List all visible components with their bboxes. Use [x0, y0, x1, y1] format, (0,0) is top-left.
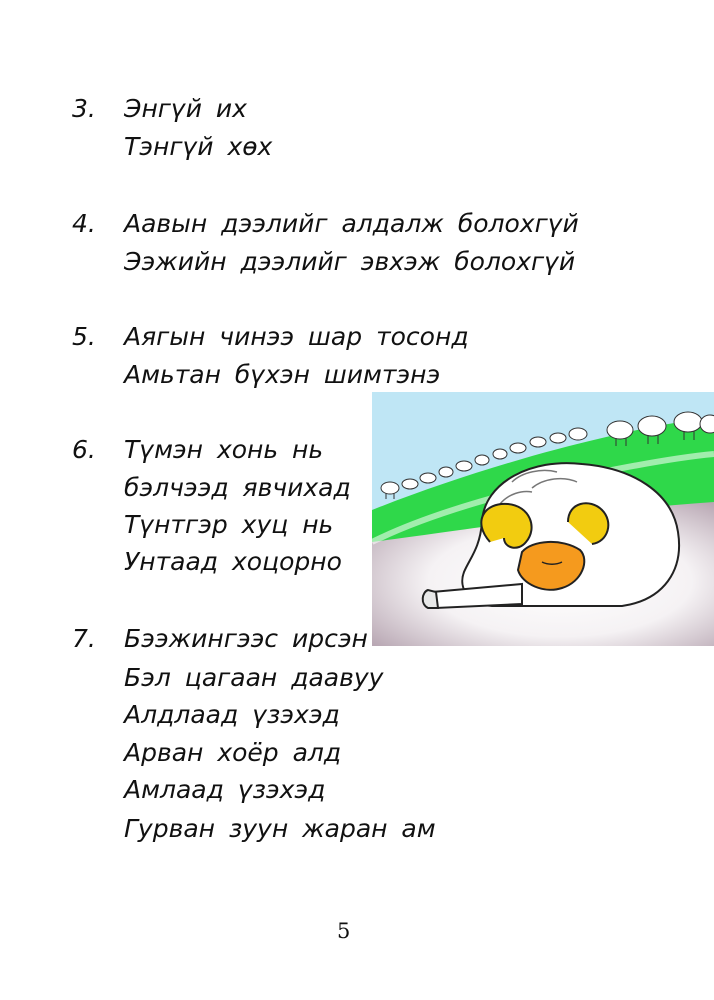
riddle-line: Тэнгүй хөх — [124, 132, 273, 161]
riddle-number: 5. — [72, 322, 96, 351]
riddle-line: Алдлаад үзэхэд — [124, 700, 340, 729]
riddle-line: Аавын дээлийг алдалж болохгүй — [124, 209, 579, 238]
riddle-line: Унтаад хоцорно — [124, 547, 342, 576]
page-number: 5 — [337, 919, 351, 943]
riddle-line: Арван хоёр алд — [124, 738, 342, 767]
riddle-line: Энгүй их — [124, 94, 247, 123]
riddle-number: 7. — [72, 624, 96, 653]
riddle-number: 3. — [72, 94, 96, 123]
sleeping-ram-icon — [372, 392, 714, 646]
riddle-number: 6. — [72, 435, 96, 464]
riddle-line: бэлчээд явчихад — [124, 473, 351, 502]
riddle-line: Бэл цагаан даавуу — [124, 663, 384, 692]
riddle-line: Амьтан бүхэн шимтэнэ — [124, 360, 441, 389]
riddle-line: Бээжингээс ирсэн — [124, 624, 368, 653]
riddle-line: Амлаад үзэхэд — [124, 775, 326, 804]
sleeping-ram-illustration — [372, 392, 714, 646]
riddle-line: Гурван зуун жаран ам — [124, 814, 436, 843]
riddle-line: Ээжийн дээлийг эвхэж болохгүй — [124, 247, 576, 276]
riddle-line: Түмэн хонь нь — [124, 435, 324, 464]
riddle-line: Түнтгэр хуц нь — [124, 510, 334, 539]
riddle-number: 4. — [72, 209, 96, 238]
riddle-line: Аягын чинээ шар тосонд — [124, 322, 469, 351]
